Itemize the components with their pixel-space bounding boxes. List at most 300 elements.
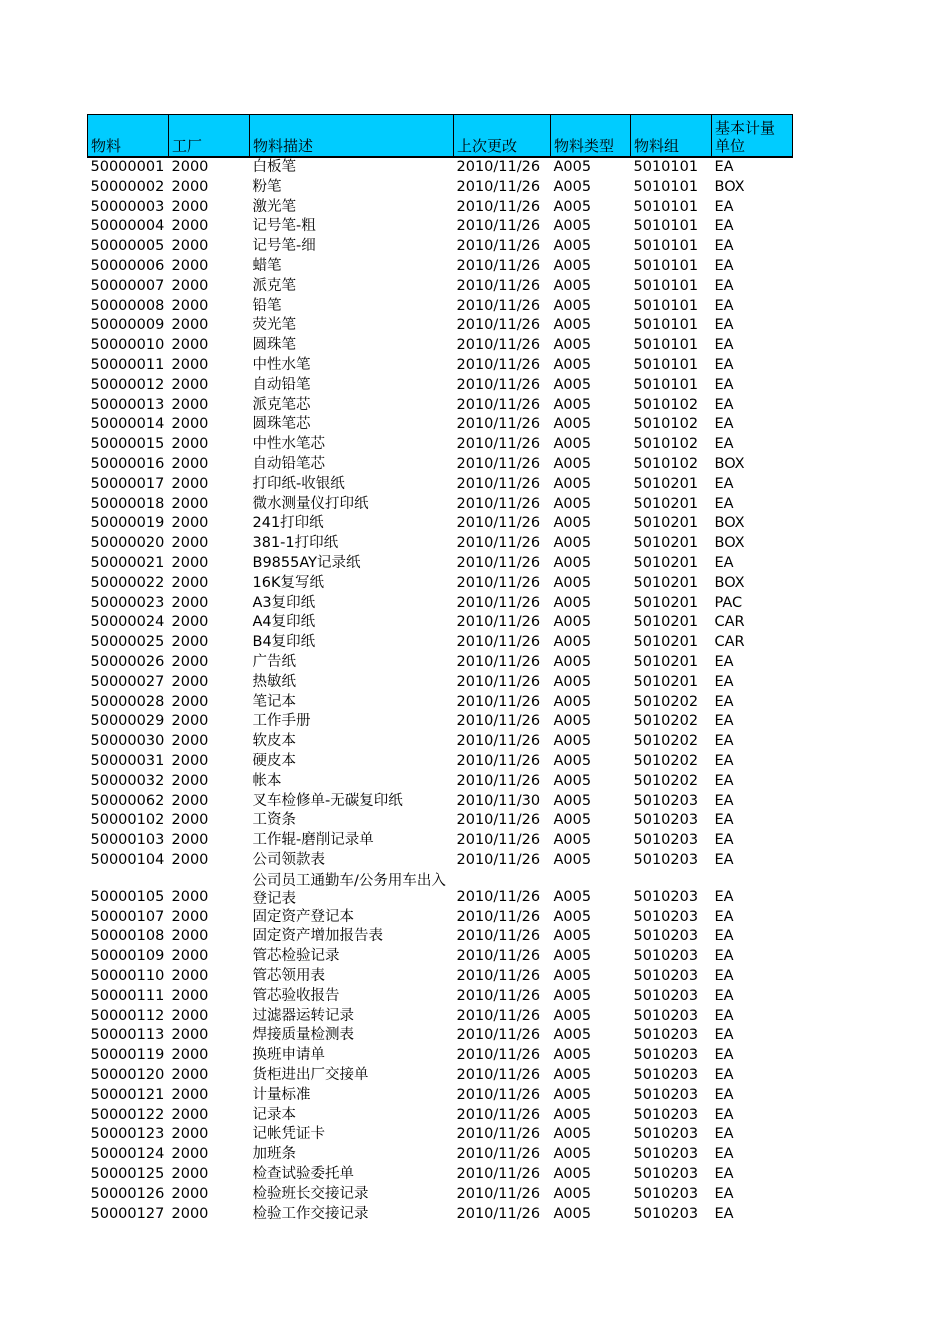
cell-material[interactable]: 50000108 xyxy=(90,928,165,945)
cell-description[interactable]: 焊接质量检测表 xyxy=(252,1027,354,1044)
cell-material-type[interactable]: A005 xyxy=(553,733,592,750)
cell-last-changed[interactable]: 2010/11/26 xyxy=(456,218,541,235)
cell-material-type[interactable]: A005 xyxy=(553,1027,592,1044)
cell-material[interactable]: 50000004 xyxy=(90,218,165,235)
cell-description[interactable]: 241打印纸 xyxy=(252,515,324,532)
cell-base-unit[interactable]: EA xyxy=(714,987,734,1004)
cell-material[interactable]: 50000024 xyxy=(90,614,165,631)
cell-last-changed[interactable]: 2010/11/26 xyxy=(456,653,541,670)
cell-last-changed[interactable]: 2010/11/26 xyxy=(456,752,541,769)
cell-plant[interactable]: 2000 xyxy=(171,733,209,750)
cell-material-type[interactable]: A005 xyxy=(553,238,592,255)
cell-material[interactable]: 50000104 xyxy=(90,851,165,868)
cell-material-type[interactable]: A005 xyxy=(553,851,592,868)
cell-plant[interactable]: 2000 xyxy=(171,968,209,985)
cell-material-type[interactable]: A005 xyxy=(553,812,592,829)
cell-material-type[interactable]: A005 xyxy=(553,693,592,710)
cell-last-changed[interactable]: 2010/11/26 xyxy=(456,475,541,492)
cell-last-changed[interactable]: 2010/11/26 xyxy=(456,1027,541,1044)
cell-material[interactable]: 50000113 xyxy=(90,1027,165,1044)
cell-base-unit[interactable]: EA xyxy=(714,277,734,294)
cell-last-changed[interactable]: 2010/11/26 xyxy=(456,614,541,631)
cell-material[interactable]: 50000125 xyxy=(90,1166,165,1183)
cell-last-changed[interactable]: 2010/11/26 xyxy=(456,948,541,965)
cell-plant[interactable]: 2000 xyxy=(171,159,209,175)
cell-last-changed[interactable]: 2010/11/26 xyxy=(456,594,541,611)
cell-material-type[interactable]: A005 xyxy=(553,928,592,945)
cell-material[interactable]: 50000013 xyxy=(90,396,165,413)
cell-description[interactable]: 管芯领用表 xyxy=(252,968,325,985)
cell-material-type[interactable]: A005 xyxy=(553,772,592,789)
cell-material[interactable]: 50000009 xyxy=(90,317,165,334)
cell-plant[interactable]: 2000 xyxy=(171,257,209,274)
cell-material-group[interactable]: 5010101 xyxy=(633,159,699,175)
cell-material-group[interactable]: 5010201 xyxy=(633,673,699,690)
cell-material-type[interactable]: A005 xyxy=(553,515,592,532)
cell-material-group[interactable]: 5010201 xyxy=(633,614,699,631)
cell-last-changed[interactable]: 2010/11/26 xyxy=(456,297,541,314)
cell-material-type[interactable]: A005 xyxy=(553,416,592,433)
cell-material-group[interactable]: 5010201 xyxy=(633,535,699,552)
cell-material-group[interactable]: 5010202 xyxy=(633,713,699,730)
cell-base-unit[interactable]: EA xyxy=(714,713,734,730)
header-material[interactable]: 物料 xyxy=(88,115,169,158)
cell-last-changed[interactable]: 2010/11/26 xyxy=(456,832,541,849)
cell-last-changed[interactable]: 2010/11/26 xyxy=(456,1047,541,1064)
cell-plant[interactable]: 2000 xyxy=(171,772,209,789)
cell-last-changed[interactable]: 2010/11/26 xyxy=(456,812,541,829)
cell-material[interactable]: 50000109 xyxy=(90,948,165,965)
cell-last-changed[interactable]: 2010/11/26 xyxy=(456,198,541,215)
cell-material-type[interactable]: A005 xyxy=(553,653,592,670)
cell-plant[interactable]: 2000 xyxy=(171,574,209,591)
cell-description[interactable]: 白板笔 xyxy=(252,159,296,175)
cell-base-unit[interactable]: EA xyxy=(714,812,734,829)
cell-material[interactable]: 50000017 xyxy=(90,475,165,492)
cell-material-group[interactable]: 5010101 xyxy=(633,277,699,294)
cell-last-changed[interactable]: 2010/11/26 xyxy=(456,455,541,472)
cell-base-unit[interactable]: BOX xyxy=(714,178,745,195)
cell-base-unit[interactable]: EA xyxy=(714,792,734,809)
cell-material-type[interactable]: A005 xyxy=(553,1047,592,1064)
cell-base-unit[interactable]: EA xyxy=(714,198,734,215)
cell-plant[interactable]: 2000 xyxy=(171,238,209,255)
cell-material[interactable]: 50000122 xyxy=(90,1106,165,1123)
cell-material-type[interactable]: A005 xyxy=(553,317,592,334)
cell-base-unit[interactable]: EA xyxy=(714,908,734,925)
cell-material-type[interactable]: A005 xyxy=(553,888,592,905)
cell-material-group[interactable]: 5010102 xyxy=(633,436,699,453)
cell-plant[interactable]: 2000 xyxy=(171,554,209,571)
cell-material-group[interactable]: 5010202 xyxy=(633,733,699,750)
cell-description[interactable]: 记号笔-细 xyxy=(252,238,316,255)
cell-base-unit[interactable]: EA xyxy=(714,554,734,571)
cell-material[interactable]: 50000012 xyxy=(90,376,165,393)
cell-material[interactable]: 50000023 xyxy=(90,594,165,611)
cell-last-changed[interactable]: 2010/11/26 xyxy=(456,238,541,255)
cell-material-type[interactable]: A005 xyxy=(553,376,592,393)
cell-last-changed[interactable]: 2010/11/26 xyxy=(456,396,541,413)
cell-material-type[interactable]: A005 xyxy=(553,356,592,373)
cell-description[interactable]: 换班申请单 xyxy=(252,1047,325,1064)
cell-description[interactable]: A4复印纸 xyxy=(252,614,316,631)
cell-material[interactable]: 50000123 xyxy=(90,1126,165,1143)
cell-base-unit[interactable]: EA xyxy=(714,851,734,868)
cell-plant[interactable]: 2000 xyxy=(171,1106,209,1123)
cell-plant[interactable]: 2000 xyxy=(171,178,209,195)
cell-base-unit[interactable]: EA xyxy=(714,673,734,690)
cell-base-unit[interactable]: BOX xyxy=(714,574,745,591)
cell-description[interactable]: A3复印纸 xyxy=(252,594,316,611)
cell-material[interactable]: 50000120 xyxy=(90,1067,165,1084)
cell-base-unit[interactable]: EA xyxy=(714,1166,734,1183)
cell-base-unit[interactable]: EA xyxy=(714,416,734,433)
cell-material-group[interactable]: 5010203 xyxy=(633,1205,699,1222)
cell-material-group[interactable]: 5010101 xyxy=(633,238,699,255)
cell-description[interactable]: 381-1打印纸 xyxy=(252,535,339,552)
cell-base-unit[interactable]: EA xyxy=(714,356,734,373)
cell-material-type[interactable]: A005 xyxy=(553,178,592,195)
cell-material[interactable]: 50000112 xyxy=(90,1007,165,1024)
cell-material-type[interactable]: A005 xyxy=(553,792,592,809)
cell-plant[interactable]: 2000 xyxy=(171,713,209,730)
cell-material-group[interactable]: 5010203 xyxy=(633,928,699,945)
cell-material[interactable]: 50000001 xyxy=(90,159,165,175)
header-material-group[interactable]: 物料组 xyxy=(631,115,712,158)
cell-description[interactable]: 中性水笔芯 xyxy=(252,436,325,453)
cell-material[interactable]: 50000121 xyxy=(90,1086,165,1103)
cell-material-group[interactable]: 5010203 xyxy=(633,948,699,965)
cell-plant[interactable]: 2000 xyxy=(171,908,209,925)
cell-material-type[interactable]: A005 xyxy=(553,535,592,552)
cell-description[interactable]: 激光笔 xyxy=(252,198,296,215)
cell-material[interactable]: 50000005 xyxy=(90,238,165,255)
cell-material-type[interactable]: A005 xyxy=(553,673,592,690)
cell-last-changed[interactable]: 2010/11/26 xyxy=(456,277,541,294)
cell-material-group[interactable]: 5010101 xyxy=(633,218,699,235)
cell-plant[interactable]: 2000 xyxy=(171,1185,209,1202)
cell-plant[interactable]: 2000 xyxy=(171,1047,209,1064)
cell-material-type[interactable]: A005 xyxy=(553,948,592,965)
cell-plant[interactable]: 2000 xyxy=(171,1205,209,1222)
cell-plant[interactable]: 2000 xyxy=(171,594,209,611)
cell-material[interactable]: 50000031 xyxy=(90,752,165,769)
cell-description[interactable]: 检验工作交接记录 xyxy=(252,1205,369,1222)
cell-description[interactable]: 固定资产增加报告表 xyxy=(252,928,383,945)
cell-material-group[interactable]: 5010203 xyxy=(633,1166,699,1183)
cell-material[interactable]: 50000016 xyxy=(90,455,165,472)
cell-plant[interactable]: 2000 xyxy=(171,1007,209,1024)
cell-material-group[interactable]: 5010203 xyxy=(633,968,699,985)
cell-material-group[interactable]: 5010201 xyxy=(633,594,699,611)
cell-material[interactable]: 50000025 xyxy=(90,634,165,651)
cell-material-group[interactable]: 5010102 xyxy=(633,455,699,472)
cell-material-group[interactable]: 5010203 xyxy=(633,1067,699,1084)
cell-material[interactable]: 50000111 xyxy=(90,987,165,1004)
cell-base-unit[interactable]: EA xyxy=(714,1027,734,1044)
cell-description[interactable]: 工资条 xyxy=(252,812,296,829)
cell-material-type[interactable]: A005 xyxy=(553,277,592,294)
cell-last-changed[interactable]: 2010/11/26 xyxy=(456,317,541,334)
cell-material-type[interactable]: A005 xyxy=(553,455,592,472)
cell-material-group[interactable]: 5010203 xyxy=(633,1086,699,1103)
cell-last-changed[interactable]: 2010/11/26 xyxy=(456,928,541,945)
cell-description[interactable]: 记录本 xyxy=(252,1106,296,1123)
cell-base-unit[interactable]: EA xyxy=(714,475,734,492)
cell-material[interactable]: 50000124 xyxy=(90,1146,165,1163)
cell-last-changed[interactable]: 2010/11/26 xyxy=(456,515,541,532)
cell-plant[interactable]: 2000 xyxy=(171,277,209,294)
cell-description[interactable]: 粉笔 xyxy=(252,178,282,195)
cell-plant[interactable]: 2000 xyxy=(171,218,209,235)
cell-plant[interactable]: 2000 xyxy=(171,888,209,905)
cell-material-group[interactable]: 5010203 xyxy=(633,1027,699,1044)
cell-material-type[interactable]: A005 xyxy=(553,713,592,730)
cell-description[interactable]: 中性水笔 xyxy=(252,356,311,373)
cell-material-type[interactable]: A005 xyxy=(553,495,592,512)
cell-material[interactable]: 50000019 xyxy=(90,515,165,532)
cell-last-changed[interactable]: 2010/11/26 xyxy=(456,1086,541,1103)
cell-base-unit[interactable]: EA xyxy=(714,888,734,905)
cell-last-changed[interactable]: 2010/11/26 xyxy=(456,1067,541,1084)
cell-base-unit[interactable]: EA xyxy=(714,1047,734,1064)
cell-material-type[interactable]: A005 xyxy=(553,297,592,314)
cell-material-type[interactable]: A005 xyxy=(553,257,592,274)
cell-material-group[interactable]: 5010203 xyxy=(633,908,699,925)
cell-material-group[interactable]: 5010203 xyxy=(633,888,699,905)
cell-description[interactable]: 广告纸 xyxy=(252,653,296,670)
cell-material-type[interactable]: A005 xyxy=(553,1126,592,1143)
cell-description[interactable]: 硬皮本 xyxy=(252,752,296,769)
cell-material-type[interactable]: A005 xyxy=(553,198,592,215)
cell-last-changed[interactable]: 2010/11/26 xyxy=(456,337,541,354)
cell-material-type[interactable]: A005 xyxy=(553,614,592,631)
cell-material-group[interactable]: 5010203 xyxy=(633,832,699,849)
cell-description[interactable]: 自动铅笔 xyxy=(252,376,311,393)
cell-material-type[interactable]: A005 xyxy=(553,1185,592,1202)
cell-last-changed[interactable]: 2010/11/26 xyxy=(456,159,541,175)
cell-base-unit[interactable]: EA xyxy=(714,159,734,175)
cell-material-type[interactable]: A005 xyxy=(553,968,592,985)
cell-material-group[interactable]: 5010203 xyxy=(633,1146,699,1163)
header-material-type[interactable]: 物料类型 xyxy=(551,115,631,158)
cell-material[interactable]: 50000008 xyxy=(90,297,165,314)
cell-material[interactable]: 50000030 xyxy=(90,733,165,750)
cell-material-type[interactable]: A005 xyxy=(553,218,592,235)
cell-material-group[interactable]: 5010101 xyxy=(633,198,699,215)
cell-last-changed[interactable]: 2010/11/26 xyxy=(456,634,541,651)
cell-material-type[interactable]: A005 xyxy=(553,1106,592,1123)
cell-material-group[interactable]: 5010102 xyxy=(633,416,699,433)
cell-material-type[interactable]: A005 xyxy=(553,436,592,453)
cell-material-type[interactable]: A005 xyxy=(553,634,592,651)
cell-plant[interactable]: 2000 xyxy=(171,832,209,849)
cell-plant[interactable]: 2000 xyxy=(171,317,209,334)
cell-plant[interactable]: 2000 xyxy=(171,752,209,769)
cell-base-unit[interactable]: EA xyxy=(714,495,734,512)
cell-material[interactable]: 50000028 xyxy=(90,693,165,710)
cell-material[interactable]: 50000026 xyxy=(90,653,165,670)
cell-material[interactable]: 50000011 xyxy=(90,356,165,373)
cell-base-unit[interactable]: EA xyxy=(714,1067,734,1084)
cell-base-unit[interactable]: EA xyxy=(714,693,734,710)
cell-base-unit[interactable]: EA xyxy=(714,948,734,965)
cell-plant[interactable]: 2000 xyxy=(171,1067,209,1084)
cell-base-unit[interactable]: EA xyxy=(714,832,734,849)
cell-plant[interactable]: 2000 xyxy=(171,198,209,215)
cell-description[interactable]: 工作手册 xyxy=(252,713,311,730)
cell-description[interactable]: 记号笔-粗 xyxy=(252,218,316,235)
cell-base-unit[interactable]: EA xyxy=(714,317,734,334)
cell-material[interactable]: 50000021 xyxy=(90,554,165,571)
cell-material[interactable]: 50000119 xyxy=(90,1047,165,1064)
cell-description[interactable]: 16K复写纸 xyxy=(252,574,324,591)
cell-description[interactable]: 派克笔芯 xyxy=(252,396,311,413)
cell-material[interactable]: 50000107 xyxy=(90,908,165,925)
cell-base-unit[interactable]: EA xyxy=(714,928,734,945)
cell-last-changed[interactable]: 2010/11/26 xyxy=(456,436,541,453)
cell-material-type[interactable]: A005 xyxy=(553,987,592,1004)
cell-material-type[interactable]: A005 xyxy=(553,475,592,492)
cell-material[interactable]: 50000127 xyxy=(90,1205,165,1222)
cell-material[interactable]: 50000022 xyxy=(90,574,165,591)
cell-last-changed[interactable]: 2010/11/26 xyxy=(456,574,541,591)
cell-material-group[interactable]: 5010202 xyxy=(633,752,699,769)
cell-description[interactable]: 荧光笔 xyxy=(252,317,296,334)
cell-last-changed[interactable]: 2010/11/26 xyxy=(456,673,541,690)
cell-last-changed[interactable]: 2010/11/26 xyxy=(456,733,541,750)
cell-description[interactable]: 微水测量仪打印纸 xyxy=(252,495,369,512)
cell-base-unit[interactable]: EA xyxy=(714,1126,734,1143)
cell-base-unit[interactable]: EA xyxy=(714,396,734,413)
cell-material-group[interactable]: 5010201 xyxy=(633,475,699,492)
cell-material-group[interactable]: 5010203 xyxy=(633,1007,699,1024)
cell-material-group[interactable]: 5010101 xyxy=(633,376,699,393)
cell-base-unit[interactable]: EA xyxy=(714,752,734,769)
cell-plant[interactable]: 2000 xyxy=(171,792,209,809)
cell-description[interactable]: 自动铅笔芯 xyxy=(252,455,325,472)
cell-material[interactable]: 50000015 xyxy=(90,436,165,453)
cell-material-group[interactable]: 5010203 xyxy=(633,987,699,1004)
cell-material-group[interactable]: 5010201 xyxy=(633,634,699,651)
cell-material-type[interactable]: A005 xyxy=(553,1007,592,1024)
cell-plant[interactable]: 2000 xyxy=(171,1086,209,1103)
cell-base-unit[interactable]: EA xyxy=(714,1205,734,1222)
cell-base-unit[interactable]: BOX xyxy=(714,515,745,532)
cell-last-changed[interactable]: 2010/11/26 xyxy=(456,376,541,393)
cell-plant[interactable]: 2000 xyxy=(171,455,209,472)
cell-material-group[interactable]: 5010102 xyxy=(633,396,699,413)
cell-material-type[interactable]: A005 xyxy=(553,1146,592,1163)
cell-material-group[interactable]: 5010101 xyxy=(633,317,699,334)
cell-plant[interactable]: 2000 xyxy=(171,693,209,710)
cell-description[interactable]: 帐本 xyxy=(252,772,282,789)
cell-material-group[interactable]: 5010203 xyxy=(633,812,699,829)
cell-base-unit[interactable]: EA xyxy=(714,1086,734,1103)
cell-base-unit[interactable]: EA xyxy=(714,218,734,235)
cell-plant[interactable]: 2000 xyxy=(171,297,209,314)
cell-material-group[interactable]: 5010201 xyxy=(633,653,699,670)
cell-description[interactable]: 圆珠笔芯 xyxy=(252,416,311,433)
cell-base-unit[interactable]: EA xyxy=(714,1007,734,1024)
cell-description[interactable]: 固定资产登记本 xyxy=(252,908,354,925)
cell-plant[interactable]: 2000 xyxy=(171,337,209,354)
cell-material-group[interactable]: 5010201 xyxy=(633,554,699,571)
cell-base-unit[interactable]: CAR xyxy=(714,614,745,631)
cell-material-group[interactable]: 5010101 xyxy=(633,178,699,195)
cell-base-unit[interactable]: EA xyxy=(714,653,734,670)
cell-material-group[interactable]: 5010101 xyxy=(633,257,699,274)
cell-plant[interactable]: 2000 xyxy=(171,1126,209,1143)
cell-base-unit[interactable]: BOX xyxy=(714,455,745,472)
cell-description[interactable]: 叉车检修单-无碳复印纸 xyxy=(252,792,403,809)
cell-material-group[interactable]: 5010203 xyxy=(633,1106,699,1123)
cell-material[interactable]: 50000007 xyxy=(90,277,165,294)
cell-material[interactable]: 50000027 xyxy=(90,673,165,690)
cell-last-changed[interactable]: 2010/11/26 xyxy=(456,535,541,552)
cell-material-group[interactable]: 5010203 xyxy=(633,792,699,809)
cell-material[interactable]: 50000029 xyxy=(90,713,165,730)
cell-material-group[interactable]: 5010203 xyxy=(633,1126,699,1143)
cell-last-changed[interactable]: 2010/11/26 xyxy=(456,1106,541,1123)
header-plant[interactable]: 工厂 xyxy=(169,115,250,158)
cell-last-changed[interactable]: 2010/11/26 xyxy=(456,987,541,1004)
cell-last-changed[interactable]: 2010/11/26 xyxy=(456,772,541,789)
cell-description[interactable]: 管芯检验记录 xyxy=(252,948,340,965)
cell-material[interactable]: 50000103 xyxy=(90,832,165,849)
cell-plant[interactable]: 2000 xyxy=(171,396,209,413)
cell-material-type[interactable]: A005 xyxy=(553,1205,592,1222)
cell-description[interactable]: 加班条 xyxy=(252,1146,296,1163)
cell-last-changed[interactable]: 2010/11/26 xyxy=(456,356,541,373)
cell-plant[interactable]: 2000 xyxy=(171,987,209,1004)
cell-material-type[interactable]: A005 xyxy=(553,337,592,354)
cell-base-unit[interactable]: EA xyxy=(714,376,734,393)
cell-plant[interactable]: 2000 xyxy=(171,436,209,453)
cell-plant[interactable]: 2000 xyxy=(171,495,209,512)
cell-description[interactable]: 检查试验委托单 xyxy=(252,1166,354,1183)
cell-last-changed[interactable]: 2010/11/26 xyxy=(456,1146,541,1163)
cell-last-changed[interactable]: 2010/11/26 xyxy=(456,1185,541,1202)
cell-material[interactable]: 50000014 xyxy=(90,416,165,433)
cell-material-type[interactable]: A005 xyxy=(553,1086,592,1103)
cell-material[interactable]: 50000020 xyxy=(90,535,165,552)
cell-description[interactable]: 公司领款表 xyxy=(252,851,325,868)
cell-material-group[interactable]: 5010203 xyxy=(633,1047,699,1064)
cell-plant[interactable]: 2000 xyxy=(171,948,209,965)
cell-material-group[interactable]: 5010202 xyxy=(633,772,699,789)
cell-description[interactable]: 记帐凭证卡 xyxy=(252,1126,325,1143)
cell-material-group[interactable]: 5010202 xyxy=(633,693,699,710)
cell-plant[interactable]: 2000 xyxy=(171,475,209,492)
cell-material-group[interactable]: 5010203 xyxy=(633,851,699,868)
cell-base-unit[interactable]: EA xyxy=(714,968,734,985)
cell-plant[interactable]: 2000 xyxy=(171,416,209,433)
cell-material[interactable]: 50000018 xyxy=(90,495,165,512)
cell-plant[interactable]: 2000 xyxy=(171,515,209,532)
cell-description[interactable]: 过滤器运转记录 xyxy=(252,1007,354,1024)
cell-last-changed[interactable]: 2010/11/26 xyxy=(456,851,541,868)
cell-base-unit[interactable]: EA xyxy=(714,733,734,750)
cell-description[interactable]: 打印纸-收银纸 xyxy=(252,475,345,492)
cell-last-changed[interactable]: 2010/11/30 xyxy=(456,792,541,809)
cell-plant[interactable]: 2000 xyxy=(171,634,209,651)
cell-base-unit[interactable]: BOX xyxy=(714,535,745,552)
cell-description[interactable]: 铅笔 xyxy=(252,297,282,314)
cell-description[interactable]: 检验班长交接记录 xyxy=(252,1185,369,1202)
cell-plant[interactable]: 2000 xyxy=(171,928,209,945)
cell-material-type[interactable]: A005 xyxy=(553,594,592,611)
